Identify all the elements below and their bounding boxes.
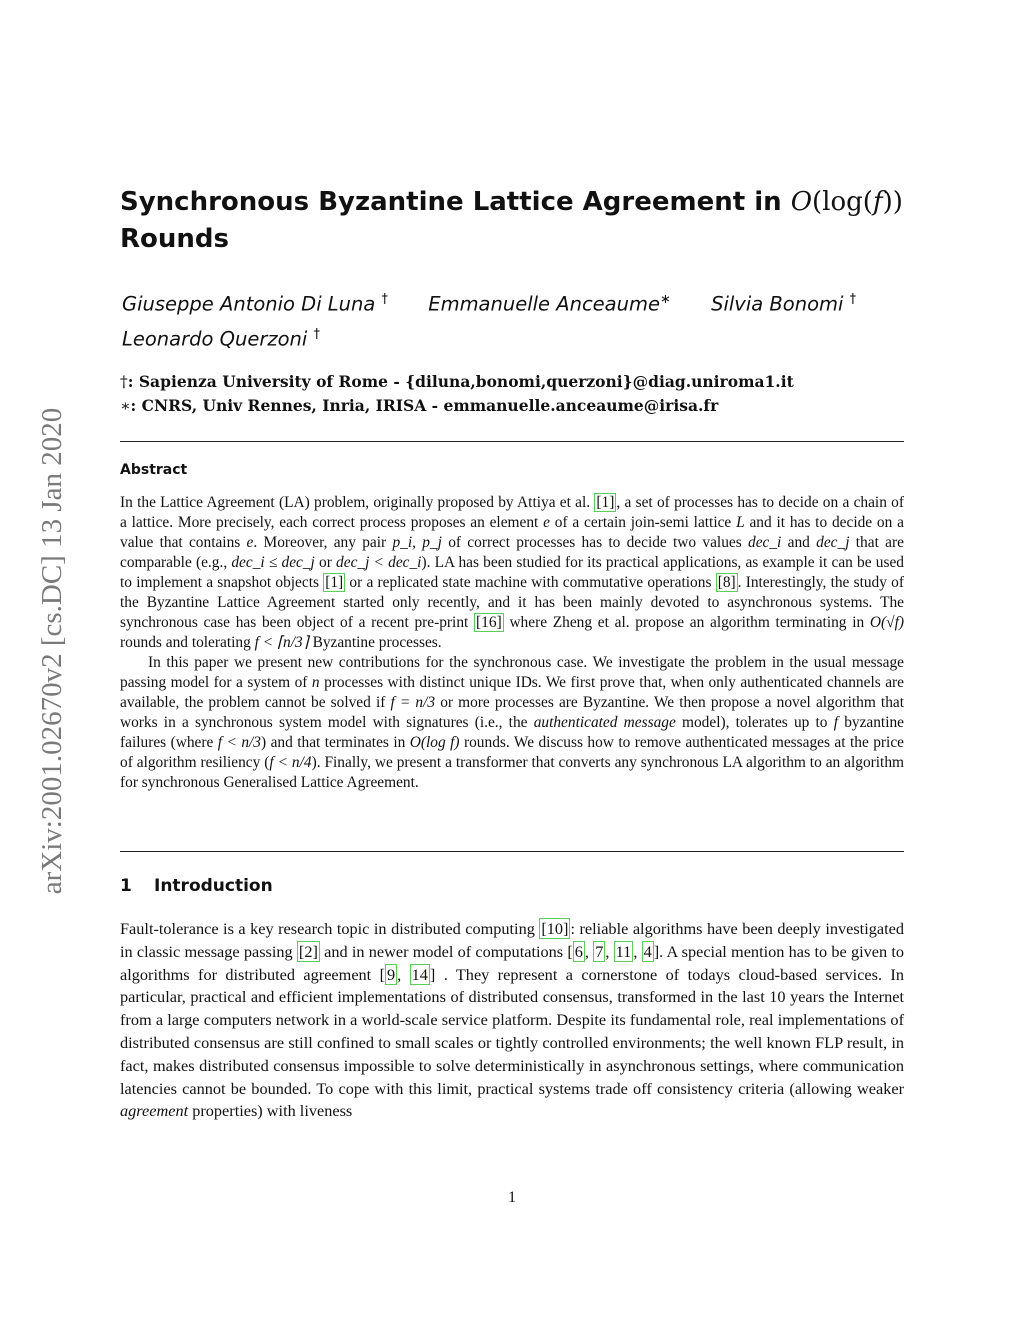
citation-link[interactable]: [1] [325, 574, 344, 591]
citation-link[interactable]: 6 [574, 941, 583, 961]
citation-link[interactable]: 11 [615, 941, 632, 961]
citation-link[interactable]: [10] [541, 919, 569, 938]
citation-link[interactable]: [16] [476, 614, 502, 631]
citation-link[interactable]: 9 [387, 964, 396, 984]
abstract-paragraph: In the Lattice Agreement (LA) problem, originally proposed by Attiya et al. [1] , a set of processes has to decide on a chain of a lattice. More precisely, each correct process proposes an element e of a certain join-semi lattice L and it has to decide on a value that contains e. Moreover, any pair p_i, p_j of correct processes has to decide two values dec_i and dec_j that are comparable (e.g., dec_i ≤ dec_j or dec_j < dec_i). LA has been studied for its practical applications, as example it can be used to implement a snapshot objects [1] or a replicated state machine with commutative operations [8] . Interestingly, the study of the Byzantine Lattice Agreement started only recently, and it has been mainly devoted to asynchronous systems. The synchronous case has been object of a recent pre-print [16] where Zheng et al. propose an algorithm terminating in O(√f) rounds and tolerating f < ⌈n/3⌉ Byzantine processes. [120, 494, 905, 651]
title-line-2: Rounds [120, 224, 229, 254]
affiliations [120, 370, 920, 418]
paper-title [120, 184, 920, 258]
citation-link[interactable]: 14 [411, 964, 428, 984]
citation-link[interactable]: [1] [596, 494, 615, 511]
affiliation: ∗: CNRS, Univ Rennes, Inria, IRISA - emmanuelle.anceaume@irisa.fr [120, 396, 719, 415]
abstract-paragraph: In this paper we present new contributions for the synchronous case. We investigate the problem in the usual message passing model for a system of n processes with distinct unique IDs. We first prove that, when only authenticated channels are available, the problem cannot be solved if f = n/3 or more processes are Byzantine. We then propose a novel algorithm that works in a synchronous system model with signatures (i.e., the authenticated message model), tolerates up to f byzantine failures (where f < n/3) and that terminates in O(log f) rounds. We discuss how to remove authenticated messages at the price of algorithm resiliency (f < n/4). Finally, we present a transformer that converts any synchronous LA algorithm to an algorithm for synchronous Generalised Lattice Agreement. [120, 654, 905, 791]
author: Silvia Bonomi † [711, 292, 857, 316]
abstract-top-rule [120, 441, 904, 442]
page-number: 1 [508, 1189, 516, 1206]
citation-link[interactable]: [8] [717, 574, 736, 591]
body-paragraph: Fault-tolerance is a key research topic in distributed computing [10] : reliable algorithms have been deeply investigated in classic message passing [2] and in newer model of computations [ 6 , 7 , 11 , 4 ]. A special mention has to be given to algorithms for distributed agreement [ 9 , 14 ] . They represent a cornerstone of todays cloud-based services. In particular, practical and efficient implementations of distributed consensus, transformed in the last 10 years the Internet from a large computers network in a world-scale service platform. Despite its fundamental role, real implementations of distributed consensus are still confined to small scales or tightly controlled environments; the well known FLP result, in fact, makes distributed consensus impossible to solve deterministically in asynchronous settings, where communication latencies cannot be bounded. To cope with this limit, practical systems trade off consistency criteria (allowing weaker agreement properties) with liveness [120, 919, 905, 1121]
title-math: O(log(f)) [790, 187, 903, 217]
citation-link[interactable]: 7 [595, 941, 604, 961]
citation-link[interactable]: 4 [643, 941, 652, 961]
author: Emmanuelle Anceaume∗ [428, 292, 671, 316]
author-list [122, 285, 902, 354]
section-title: Introduction [154, 876, 273, 896]
affiliation: †: Sapienza University of Rome - {diluna,bonomi,querzoni}@diag.uniroma1.it [120, 372, 794, 391]
title-text: Synchronous Byzantine Lattice Agreement in [120, 187, 782, 217]
abstract-heading: Abstract [120, 462, 188, 478]
author: Giuseppe Antonio Di Luna † [122, 292, 389, 316]
author: Leonardo Querzoni † [122, 326, 320, 350]
section-number: 1 [120, 876, 132, 896]
arxiv-identifier: arXiv:2001.02670v2 [cs.DC] 13 Jan 2020 [36, 407, 68, 895]
citation-link[interactable]: [2] [298, 941, 318, 961]
abstract-bottom-rule [120, 851, 904, 852]
introduction-text [120, 918, 904, 1123]
abstract-body [120, 493, 904, 793]
section-heading [120, 876, 273, 896]
